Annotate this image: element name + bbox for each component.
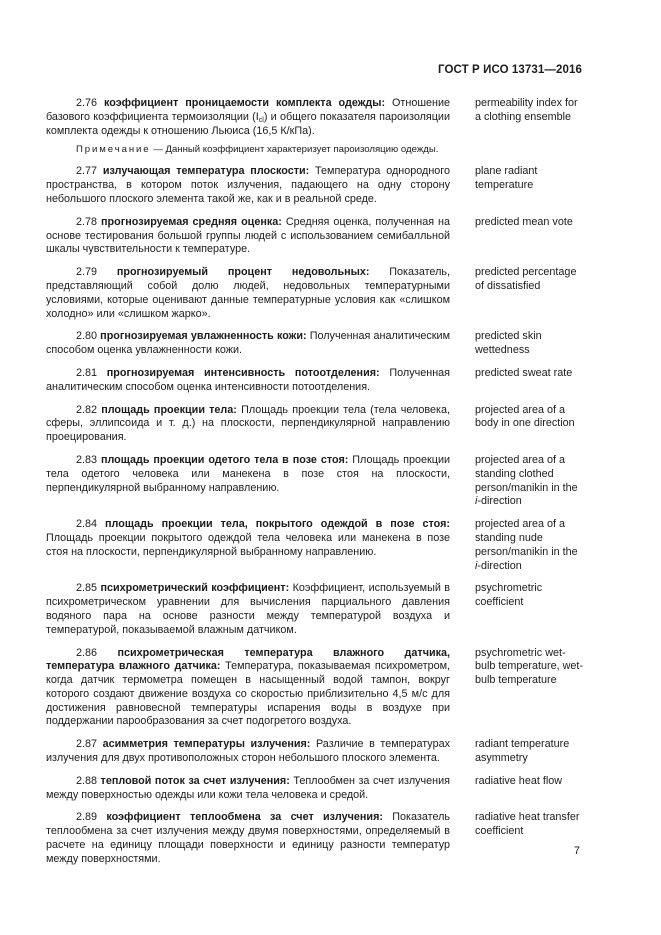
term-number: 2.87 bbox=[76, 738, 98, 751]
term-definition: Средняя оценка, полученная на основе тестирования большой группы людей с использованием семибалльной шкалы чувствительности к температуре. bbox=[46, 215, 451, 256]
term-definition: Полученная аналитическим способом оценка интенсивности потоотделения. bbox=[46, 366, 451, 393]
note bbox=[46, 143, 450, 156]
term-entry-2-83 bbox=[46, 454, 585, 509]
term-definition: Отношение базового коэффициента термоизоляции (I bbox=[46, 97, 450, 123]
term-number: 2.84 bbox=[76, 518, 98, 531]
term-entry-2-86 bbox=[46, 647, 585, 730]
term-number: 2.89 bbox=[76, 811, 98, 824]
term-definition-cont: ) и общего показателя пароизоляции комплекта одежды к отношению Льюиса (16,5 К/кПа). bbox=[46, 110, 450, 137]
standard-header: ГОСТ Р ИСО 13731—2016 bbox=[437, 64, 582, 76]
note-text: — Данный коэффициент характеризует пароизоляцию одежды. bbox=[153, 144, 439, 156]
term-entry-2-88 bbox=[46, 775, 585, 803]
english-tail: -direction bbox=[477, 495, 522, 508]
term-name: площадь проекции одетого тела в позе стоя: bbox=[100, 453, 349, 466]
term-entry-2-84 bbox=[46, 518, 585, 573]
term-name: тепловой поток за счет излучения: bbox=[100, 774, 290, 787]
term-entry-2-85 bbox=[46, 582, 585, 637]
term-definition: Показатель, представляющий собой долю людей, недовольных температурными условиями, которые оценивают данные температурные условия как «слишком холодно» или «слишком жарко». bbox=[46, 266, 450, 320]
term-definition: Площадь проекции тела (тела человека, сферы, эллипсоида и т. д.) на плоскости, перпендикулярной направлению проецирования. bbox=[46, 403, 450, 444]
terms-list bbox=[46, 97, 585, 876]
term-name: излучающая температура плоскости: bbox=[102, 165, 310, 178]
term-number: 2.82 bbox=[76, 403, 98, 416]
term-definition: Показатель теплообмена за счет излучения между двумя поверхностями, определяемый в расчете на единицу площади поверхности и единицу разности температур между поверхностями. bbox=[46, 811, 451, 865]
page-number: 7 bbox=[573, 845, 580, 857]
russian-definition bbox=[46, 97, 450, 138]
term-name: прогнозируемая средняя оценка: bbox=[101, 215, 282, 228]
english-equivalent: predicted mean vote bbox=[475, 215, 573, 228]
term-name: прогнозируемая интенсивность потоотделения: bbox=[106, 366, 380, 379]
term-definition: Полученная аналитическим способом оценка увлажненности кожи. bbox=[46, 330, 450, 357]
note-label: Примечание bbox=[76, 144, 151, 156]
term-entry-2-81 bbox=[46, 367, 585, 395]
term-definition: Температура однородного пространства, в котором поток излучения, падающего на одну сторону небольшого плоского элемента такой же, как и в реальной среде. bbox=[46, 165, 451, 205]
english-equivalent: psychrometric coefficient bbox=[475, 582, 543, 609]
english-equivalent: permeability index for a clothing ensemble bbox=[475, 97, 578, 123]
term-name: прогнозируемый процент недовольных: bbox=[116, 266, 370, 279]
term-name: прогнозируемая увлажненность кожи: bbox=[100, 330, 307, 343]
term-number: 2.85 bbox=[76, 582, 98, 595]
english-equivalent: radiant temperature asymmetry bbox=[475, 738, 570, 765]
english-equivalent: radiative heat transfer coefficient bbox=[475, 811, 580, 838]
english-equivalent: plane radiant temperature bbox=[475, 165, 538, 192]
term-entry-2-77 bbox=[46, 165, 585, 206]
english-tail: -direction bbox=[477, 559, 522, 572]
term-number: 2.81 bbox=[76, 366, 98, 379]
term-number: 2.80 bbox=[76, 330, 98, 343]
english-text: projected area of a standing clothed person/manikin in the bbox=[475, 453, 578, 494]
term-entry-2-78 bbox=[46, 216, 585, 257]
term-name: коэффициент проницаемости комплекта одежды: bbox=[103, 97, 386, 109]
term-number: 2.78 bbox=[76, 215, 98, 228]
term-entry-2-87 bbox=[46, 738, 585, 766]
english-equivalent: predicted percentage of dissatisfied bbox=[475, 266, 577, 292]
term-number: 2.79 bbox=[76, 266, 98, 279]
term-number: 2.86 bbox=[76, 646, 98, 659]
term-number: 2.77 bbox=[76, 165, 98, 178]
term-name: площадь проекции тела, покрытого одеждой в позе стоя: bbox=[105, 518, 451, 531]
term-name: психрометрический коэффициент: bbox=[100, 582, 290, 595]
english-equivalent bbox=[475, 518, 585, 573]
term-definition: Температура, показываемая психрометром, когда датчик термометра помещен в насыщенный водой тампон, вокруг которого создают движение воздуха со скоростью приблизительно 4,5 м/с для достижения равновесной температуры испарения воды в воздухе при поддержании парообразования за счет подогретого воздуха. bbox=[46, 660, 451, 728]
term-definition: Различие в температурах излучения для двух противоположных сторон небольшого плоского элемента. bbox=[46, 738, 450, 765]
english-text: projected area of a standing nude person/manikin in the bbox=[475, 518, 578, 558]
english-equivalent bbox=[475, 454, 585, 509]
term-number: 2.88 bbox=[76, 774, 98, 787]
term-name: площадь проекции тела: bbox=[101, 403, 237, 416]
term-definition: Коэффициент, используемый в психрометрическом уравнении для вычисления парциального давления водяного пара на основе разности между температурой воздуха и температурой, показываемой влажным датчиком. bbox=[46, 582, 451, 636]
term-name: психрометрическая температура влажного датчика, температура влажного датчика: bbox=[46, 646, 451, 673]
term-definition: Теплообмен за счет излучения между поверхностью одежды или кожи тела человека и средой. bbox=[46, 774, 450, 801]
italic-i: i bbox=[475, 559, 478, 572]
italic-i: i bbox=[475, 495, 478, 508]
english-equivalent: predicted sweat rate bbox=[475, 366, 573, 379]
english-equivalent: radiative heat flow bbox=[475, 774, 563, 787]
term-entry-2-89 bbox=[46, 811, 585, 866]
term-definition: Площадь проекции тела одетого человека или манекена в позе стоя на плоскости, перпендикулярной выбранному направлению. bbox=[46, 453, 451, 494]
english-equivalent: projected area of a body in one direction bbox=[475, 403, 575, 430]
term-entry-2-82 bbox=[46, 404, 585, 445]
term-number: 2.83 bbox=[76, 453, 98, 466]
term-entry-2-80 bbox=[46, 330, 585, 358]
term-entry-2-79 bbox=[46, 266, 585, 321]
term-number: 2.76 bbox=[76, 97, 98, 109]
term-definition: Площадь проекции покрытого одеждой тела человека или манекена в позе стоя на плоскости, перпендикулярной выбранному направлению. bbox=[46, 531, 450, 558]
term-entry-2-76 bbox=[46, 97, 585, 138]
subscript: cl bbox=[258, 116, 264, 124]
note-entry bbox=[46, 143, 585, 156]
english-equivalent: predicted skin wettedness bbox=[475, 330, 542, 357]
term-name: коэффициент теплообмена за счет излучения: bbox=[106, 811, 383, 824]
term-name: асимметрия температуры излучения: bbox=[102, 738, 311, 751]
english-equivalent: psychrometric wet-bulb temperature, wet-bulb temperature bbox=[475, 646, 584, 687]
